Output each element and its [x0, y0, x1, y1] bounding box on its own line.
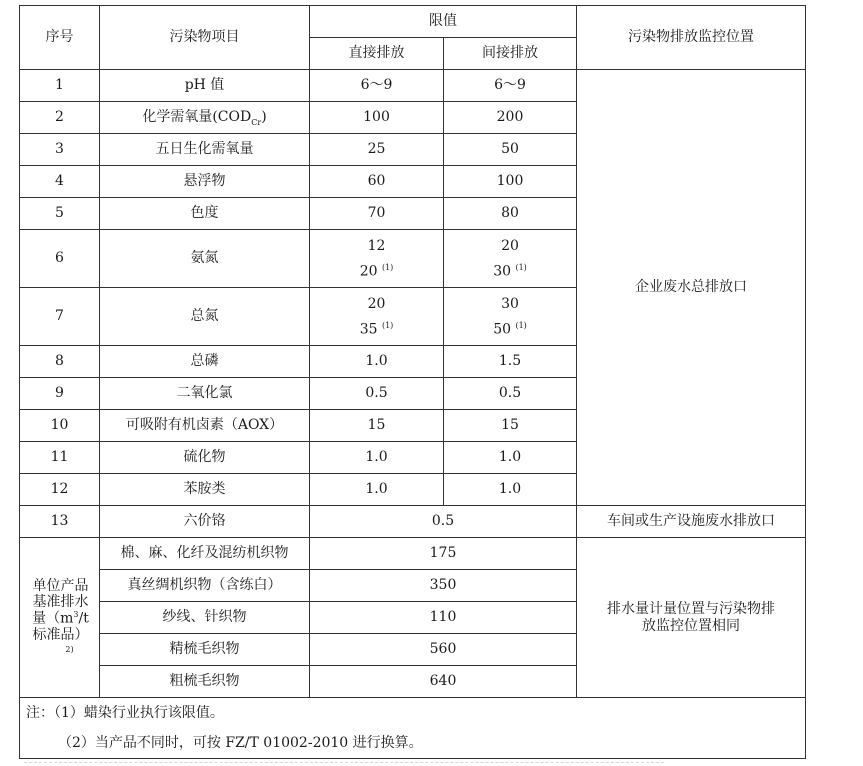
- row-direct: [310, 230, 444, 288]
- header-item: 污染物项目: [100, 6, 310, 70]
- row-item: 色度: [100, 198, 310, 230]
- header-seq: 序号: [20, 6, 100, 70]
- cod-label: 化学需氧量(COD: [142, 108, 252, 125]
- row-seq: 11: [20, 442, 100, 474]
- cod-close: ): [261, 108, 267, 125]
- product-item: 纱线、针织物: [100, 602, 310, 634]
- product-value: 640: [310, 666, 577, 698]
- indirect-value: 30: [501, 295, 519, 312]
- row-indirect: 80: [444, 198, 577, 230]
- footnote-ref: (1): [381, 320, 394, 330]
- row-direct: 1.0: [310, 346, 444, 378]
- row-indirect: 15: [444, 410, 577, 442]
- row-item: 可吸附有机卤素（AOX）: [100, 410, 310, 442]
- cod-subscript: Cr: [251, 117, 262, 127]
- row-indirect: 100: [444, 166, 577, 198]
- header-indirect: 间接排放: [444, 38, 577, 70]
- table-row: [20, 70, 806, 102]
- product-value: 110: [310, 602, 577, 634]
- row-indirect: 6～9: [444, 70, 577, 102]
- row-item: 悬浮物: [100, 166, 310, 198]
- row-direct: 1.0: [310, 442, 444, 474]
- product-value: 560: [310, 634, 577, 666]
- row-direct: 1.0: [310, 474, 444, 506]
- row-seq: 13: [20, 506, 100, 538]
- row-indirect: 0.5: [444, 378, 577, 410]
- product-item: 棉、麻、化纤及混纺机织物: [100, 538, 310, 570]
- row-seq: 4: [20, 166, 100, 198]
- row-item: 总氮: [100, 288, 310, 346]
- row-seq: 1: [20, 70, 100, 102]
- row-seq: 10: [20, 410, 100, 442]
- direct-value: 12: [367, 237, 386, 254]
- row-item: 苯胺类: [100, 474, 310, 506]
- note-2: （2）当产品不同时，可按 FZ/T 01002-2010 进行换算。: [58, 735, 423, 751]
- row-seq: 12: [20, 474, 100, 506]
- row-direct: 60: [310, 166, 444, 198]
- row-direct: 0.5: [310, 378, 444, 410]
- product-item: 真丝绸机织物（含练白）: [100, 570, 310, 602]
- row-item: 六价铬: [100, 506, 310, 538]
- indirect-value-special: 30 $^{(1)}$: [493, 262, 527, 280]
- note-1: 注：（1）蜡染行业执行该限值。: [26, 705, 224, 721]
- table-row: [20, 538, 806, 570]
- direct-value-special: 35 $^{(1)}$: [359, 320, 394, 338]
- row-monitor: 车间或生产设施废水排放口: [577, 506, 806, 538]
- row-value: 0.5: [310, 506, 577, 538]
- row-item: 氨氮: [100, 230, 310, 288]
- products-monitor: 排水量计量位置与污染物排 放监控位置相同: [577, 538, 806, 698]
- row-item: 总磷: [100, 346, 310, 378]
- row-item: pH 值: [100, 70, 310, 102]
- header-limit: 限值: [310, 6, 577, 38]
- indirect-value-special: 50 $^{(1)}$: [493, 320, 527, 338]
- notes: [20, 698, 806, 759]
- header-direct: 直接排放: [310, 38, 444, 70]
- product-item: 精梳毛织物: [100, 634, 310, 666]
- monitor-main: 企业废水总排放口: [577, 70, 806, 506]
- row-seq: 7: [20, 288, 100, 346]
- row-seq: 9: [20, 378, 100, 410]
- cropped-text-line: [24, 762, 664, 763]
- footnote-ref: (1): [515, 320, 527, 330]
- footnote-ref: (1): [381, 262, 394, 272]
- row-indirect: [444, 288, 577, 346]
- row-item: 硫化物: [100, 442, 310, 474]
- row-indirect: 1.0: [444, 474, 577, 506]
- product-item: 粗梳毛织物: [100, 666, 310, 698]
- row-direct: [310, 288, 444, 346]
- row-indirect: 50: [444, 134, 577, 166]
- row-item: 二氧化氯: [100, 378, 310, 410]
- row-direct: 25: [310, 134, 444, 166]
- product-value: 350: [310, 570, 577, 602]
- row-direct: 70: [310, 198, 444, 230]
- discharge-limits-table: [19, 5, 806, 759]
- row-direct: 100: [310, 102, 444, 134]
- row-seq: 8: [20, 346, 100, 378]
- row-seq: 3: [20, 134, 100, 166]
- header-monitor: 污染物排放监控位置: [577, 6, 806, 70]
- row-seq: 2: [20, 102, 100, 134]
- row-item: 五日生化需氧量: [100, 134, 310, 166]
- footnote-ref: (1): [515, 262, 527, 272]
- row-indirect: 1.0: [444, 442, 577, 474]
- row-seq: 6: [20, 230, 100, 288]
- row-indirect: 1.5: [444, 346, 577, 378]
- table-row: [20, 506, 806, 538]
- row-item: [100, 102, 310, 134]
- product-value: 175: [310, 538, 577, 570]
- row-indirect: 200: [444, 102, 577, 134]
- row-indirect: [444, 230, 577, 288]
- direct-value-special: 20 $^{(1)}$: [359, 262, 394, 280]
- row-direct: 15: [310, 410, 444, 442]
- row-direct: 6～9: [310, 70, 444, 102]
- row-seq: 5: [20, 198, 100, 230]
- indirect-value: 20: [501, 237, 519, 254]
- notes-row: [20, 698, 806, 759]
- direct-value: 20: [367, 295, 386, 312]
- unit-label: 单位产品 基准排水 量（$m^3/t$ 标准品） 2): [20, 538, 100, 698]
